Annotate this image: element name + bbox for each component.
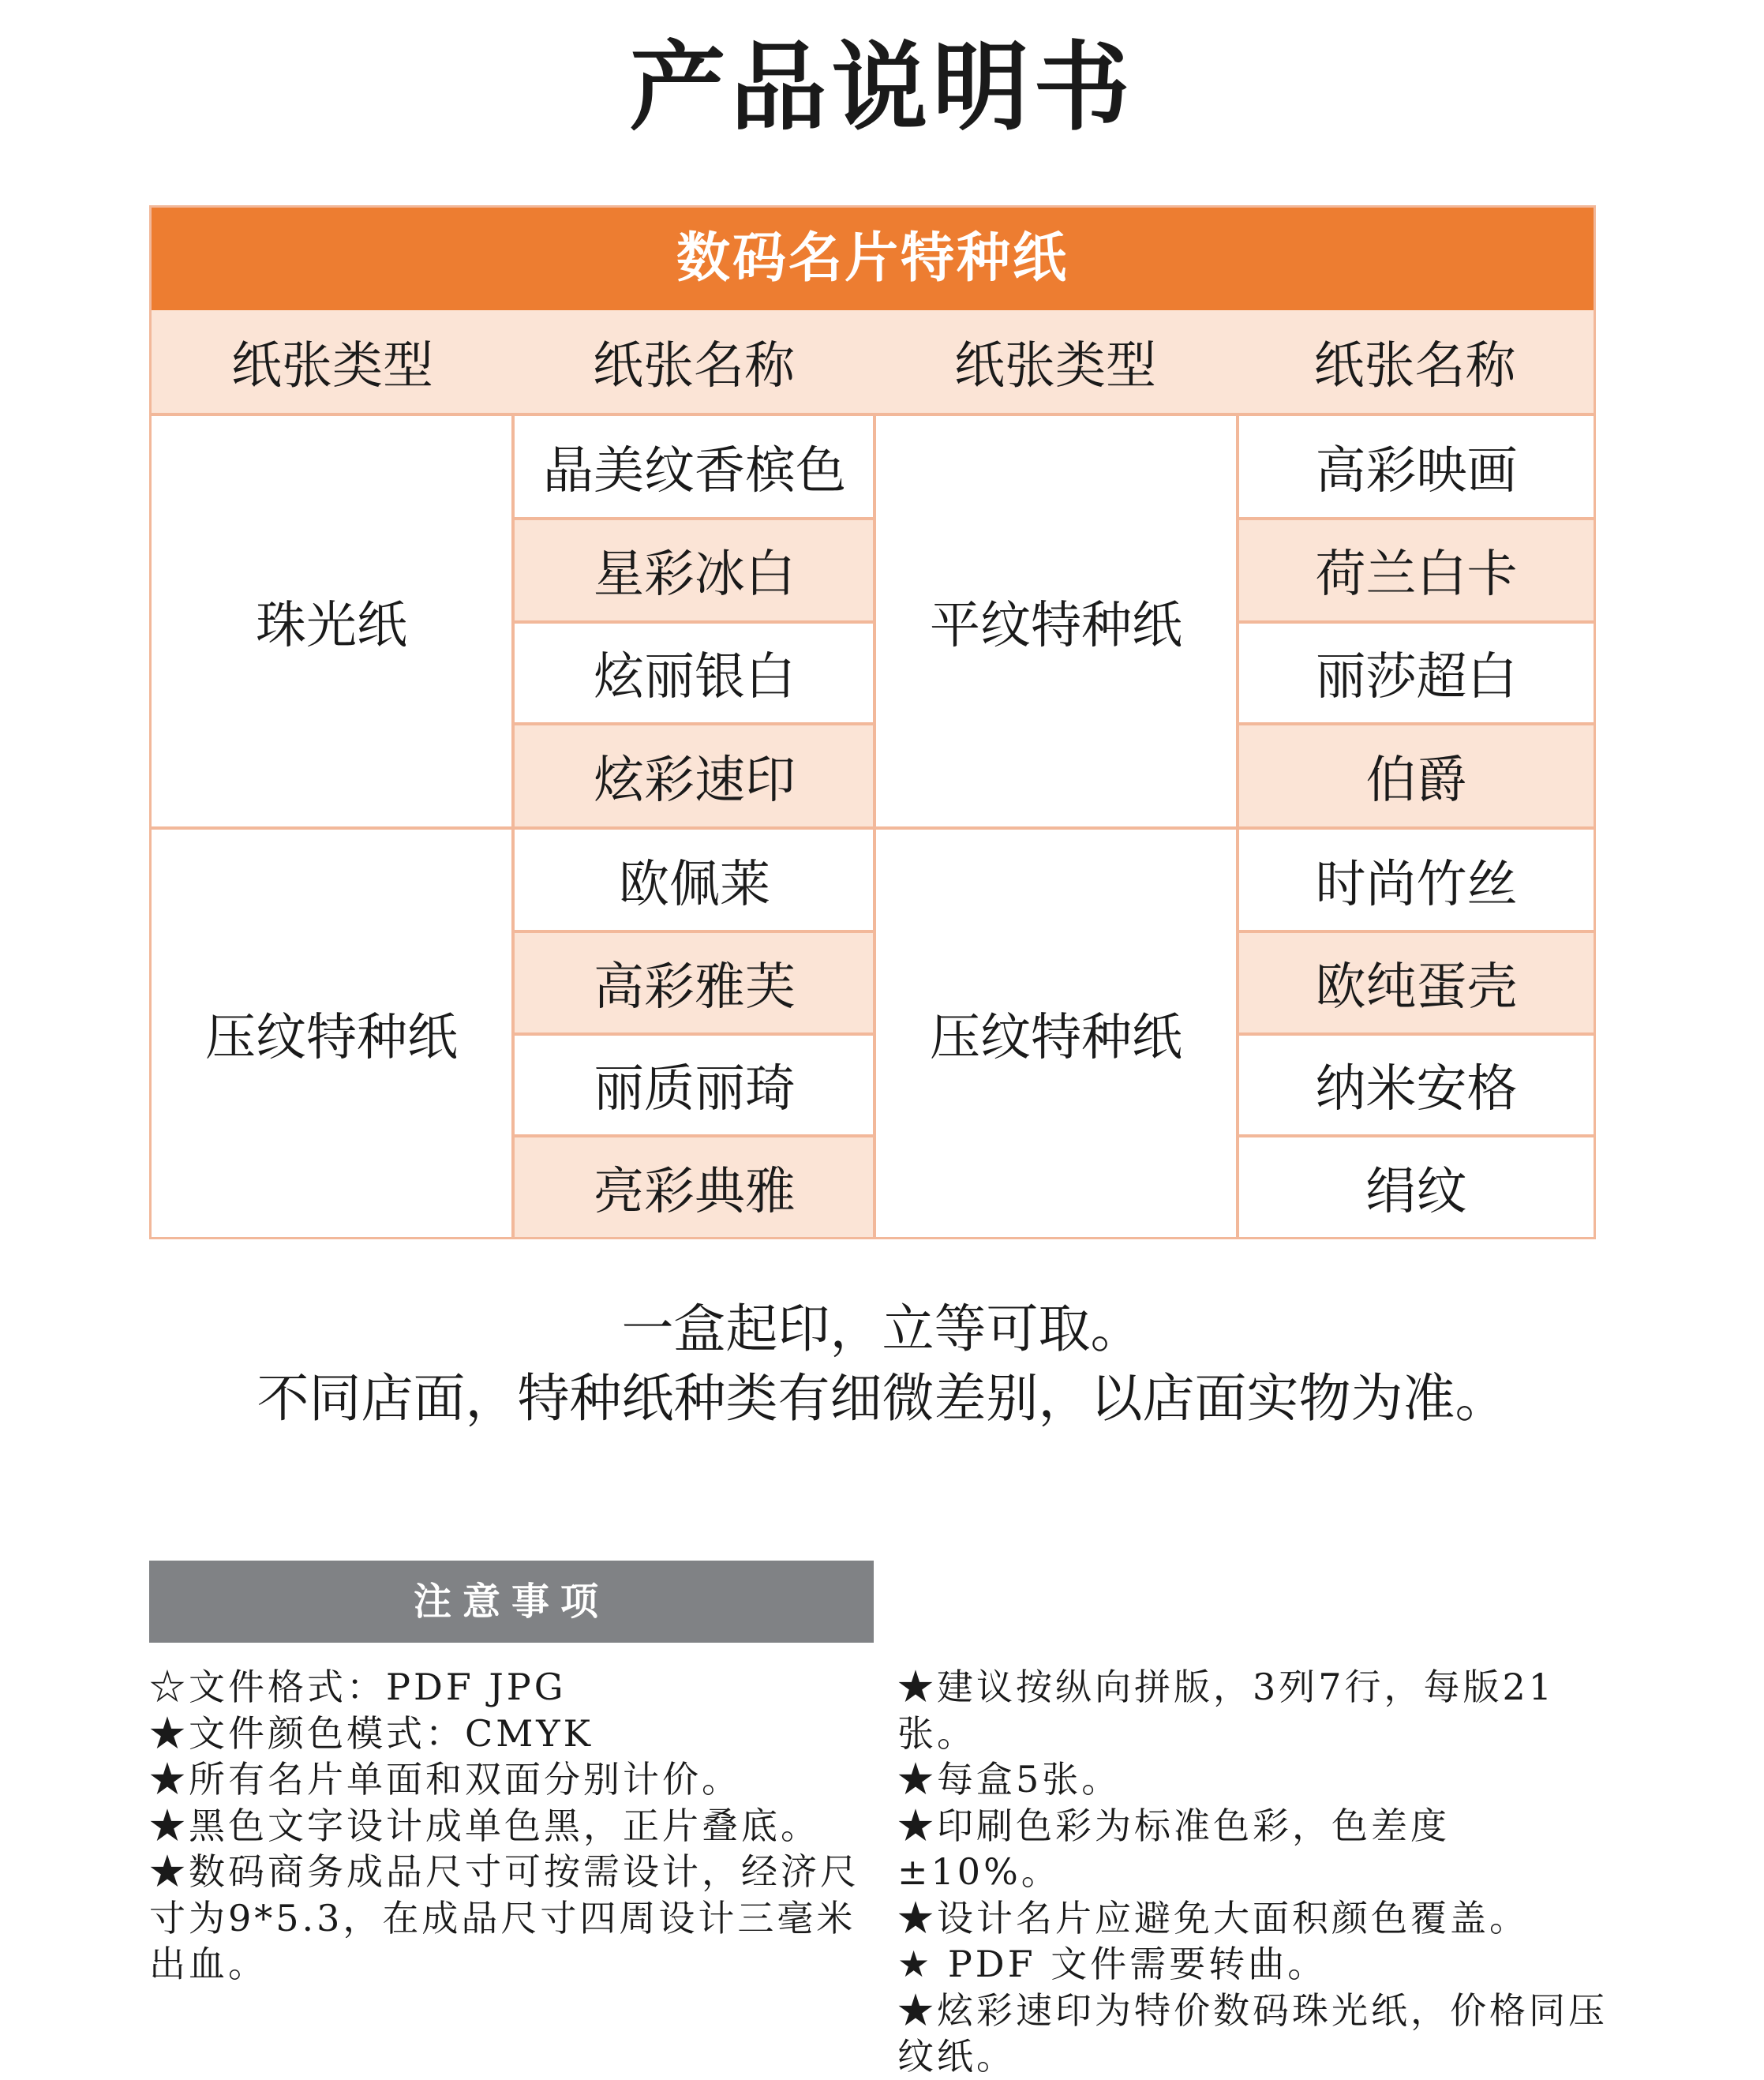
- notice-item: ☆文件格式：PDF JPG: [149, 1666, 567, 1708]
- notice-item: ★文件颜色模式：CMYK: [149, 1711, 594, 1755]
- col-divider: [873, 413, 876, 1237]
- col-header-type-1: 纸张类型: [152, 310, 513, 413]
- notice-item: ★建议按纵向拼版，3列7行，每版21张。: [897, 1666, 1556, 1755]
- row-divider: [513, 1134, 875, 1137]
- row-divider: [513, 1033, 875, 1036]
- paper-name-cell: 丽质丽琦: [515, 1035, 875, 1134]
- row-divider: [513, 620, 875, 624]
- paper-name-cell: 荷兰白卡: [1239, 519, 1594, 620]
- paper-name-cell: 炫彩速印: [515, 725, 875, 826]
- notice-item: ★ PDF 文件需要转曲。: [897, 1943, 1328, 1985]
- paper-name-cell: 晶美纹香槟色: [515, 416, 875, 517]
- row-divider: [1236, 517, 1594, 520]
- paper-type-pearl: 珠光纸: [152, 416, 511, 826]
- notice-item: ★每盒5张。: [897, 1758, 1122, 1801]
- row-divider: [1236, 930, 1594, 933]
- note-line-2: 不同店面，特种纸种类有细微差别，以店面实物为准。: [257, 1368, 1507, 1429]
- paper-name-cell: 时尚竹丝: [1239, 830, 1594, 930]
- row-divider: [513, 930, 875, 933]
- row-divider: [1236, 722, 1594, 725]
- paper-name-cell: 伯爵: [1239, 725, 1594, 826]
- notice-item: ★设计名片应避免大面积颜色覆盖。: [897, 1896, 1529, 1939]
- paper-type-embossed-left: 压纹特种纸: [152, 830, 511, 1237]
- paper-type-embossed-right: 压纹特种纸: [876, 830, 1236, 1237]
- paper-name-cell: 欧佩莱: [515, 830, 875, 930]
- paper-table: [149, 205, 1596, 1239]
- notice-item: ★黑色文字设计成单色黑，正片叠底。: [149, 1804, 820, 1847]
- notice-item: ★数码商务成品尺寸可按需设计，经济尺寸为9*5.3，在成品尺寸四周设计三毫米出血。: [149, 1850, 860, 1985]
- page-title: 产品说明书: [629, 32, 1135, 144]
- paper-name-cell: 亮彩典雅: [515, 1137, 875, 1237]
- paper-name-cell: 丽莎超白: [1239, 623, 1594, 722]
- row-divider: [513, 722, 875, 725]
- paper-name-cell: 高彩雅芙: [515, 932, 875, 1033]
- row-divider: [1236, 1134, 1594, 1137]
- notice-item: ★炫彩速印为特价数码珠光纸，价格同压纹纸。: [897, 1988, 1608, 2078]
- paper-name-cell: 星彩冰白: [515, 519, 875, 620]
- col-divider: [511, 413, 515, 1237]
- notice-item: ★印刷色彩为标准色彩，色差度 ±10%。: [897, 1804, 1450, 1893]
- paper-name-cell: 欧纯蛋壳: [1239, 932, 1594, 1033]
- table-header: 数码名片特种纸: [152, 208, 1594, 310]
- paper-name-cell: 高彩映画: [1239, 416, 1594, 517]
- col-header-type-2: 纸张类型: [875, 310, 1236, 413]
- col-header-name-2: 纸张名称: [1236, 310, 1594, 413]
- paper-name-cell: 炫丽银白: [515, 623, 875, 722]
- paper-type-plain: 平纹特种纸: [876, 416, 1236, 826]
- paper-name-cell: 绢纹: [1239, 1137, 1594, 1237]
- notice-list-right: [897, 1664, 1608, 2080]
- paper-name-cell: 纳米安格: [1239, 1035, 1594, 1134]
- notice-item: ★所有名片单面和双面分别计价。: [149, 1758, 741, 1801]
- row-divider: [1236, 620, 1594, 624]
- col-divider: [1236, 413, 1239, 1237]
- row-divider: [513, 517, 875, 520]
- notice-list-left: [149, 1664, 874, 1988]
- note-line-1: 一盒起印，立等可取。: [621, 1299, 1143, 1359]
- col-header-name-1: 纸张名称: [513, 310, 875, 413]
- notice-title: 注意事项: [149, 1561, 874, 1643]
- row-divider: [1236, 1033, 1594, 1036]
